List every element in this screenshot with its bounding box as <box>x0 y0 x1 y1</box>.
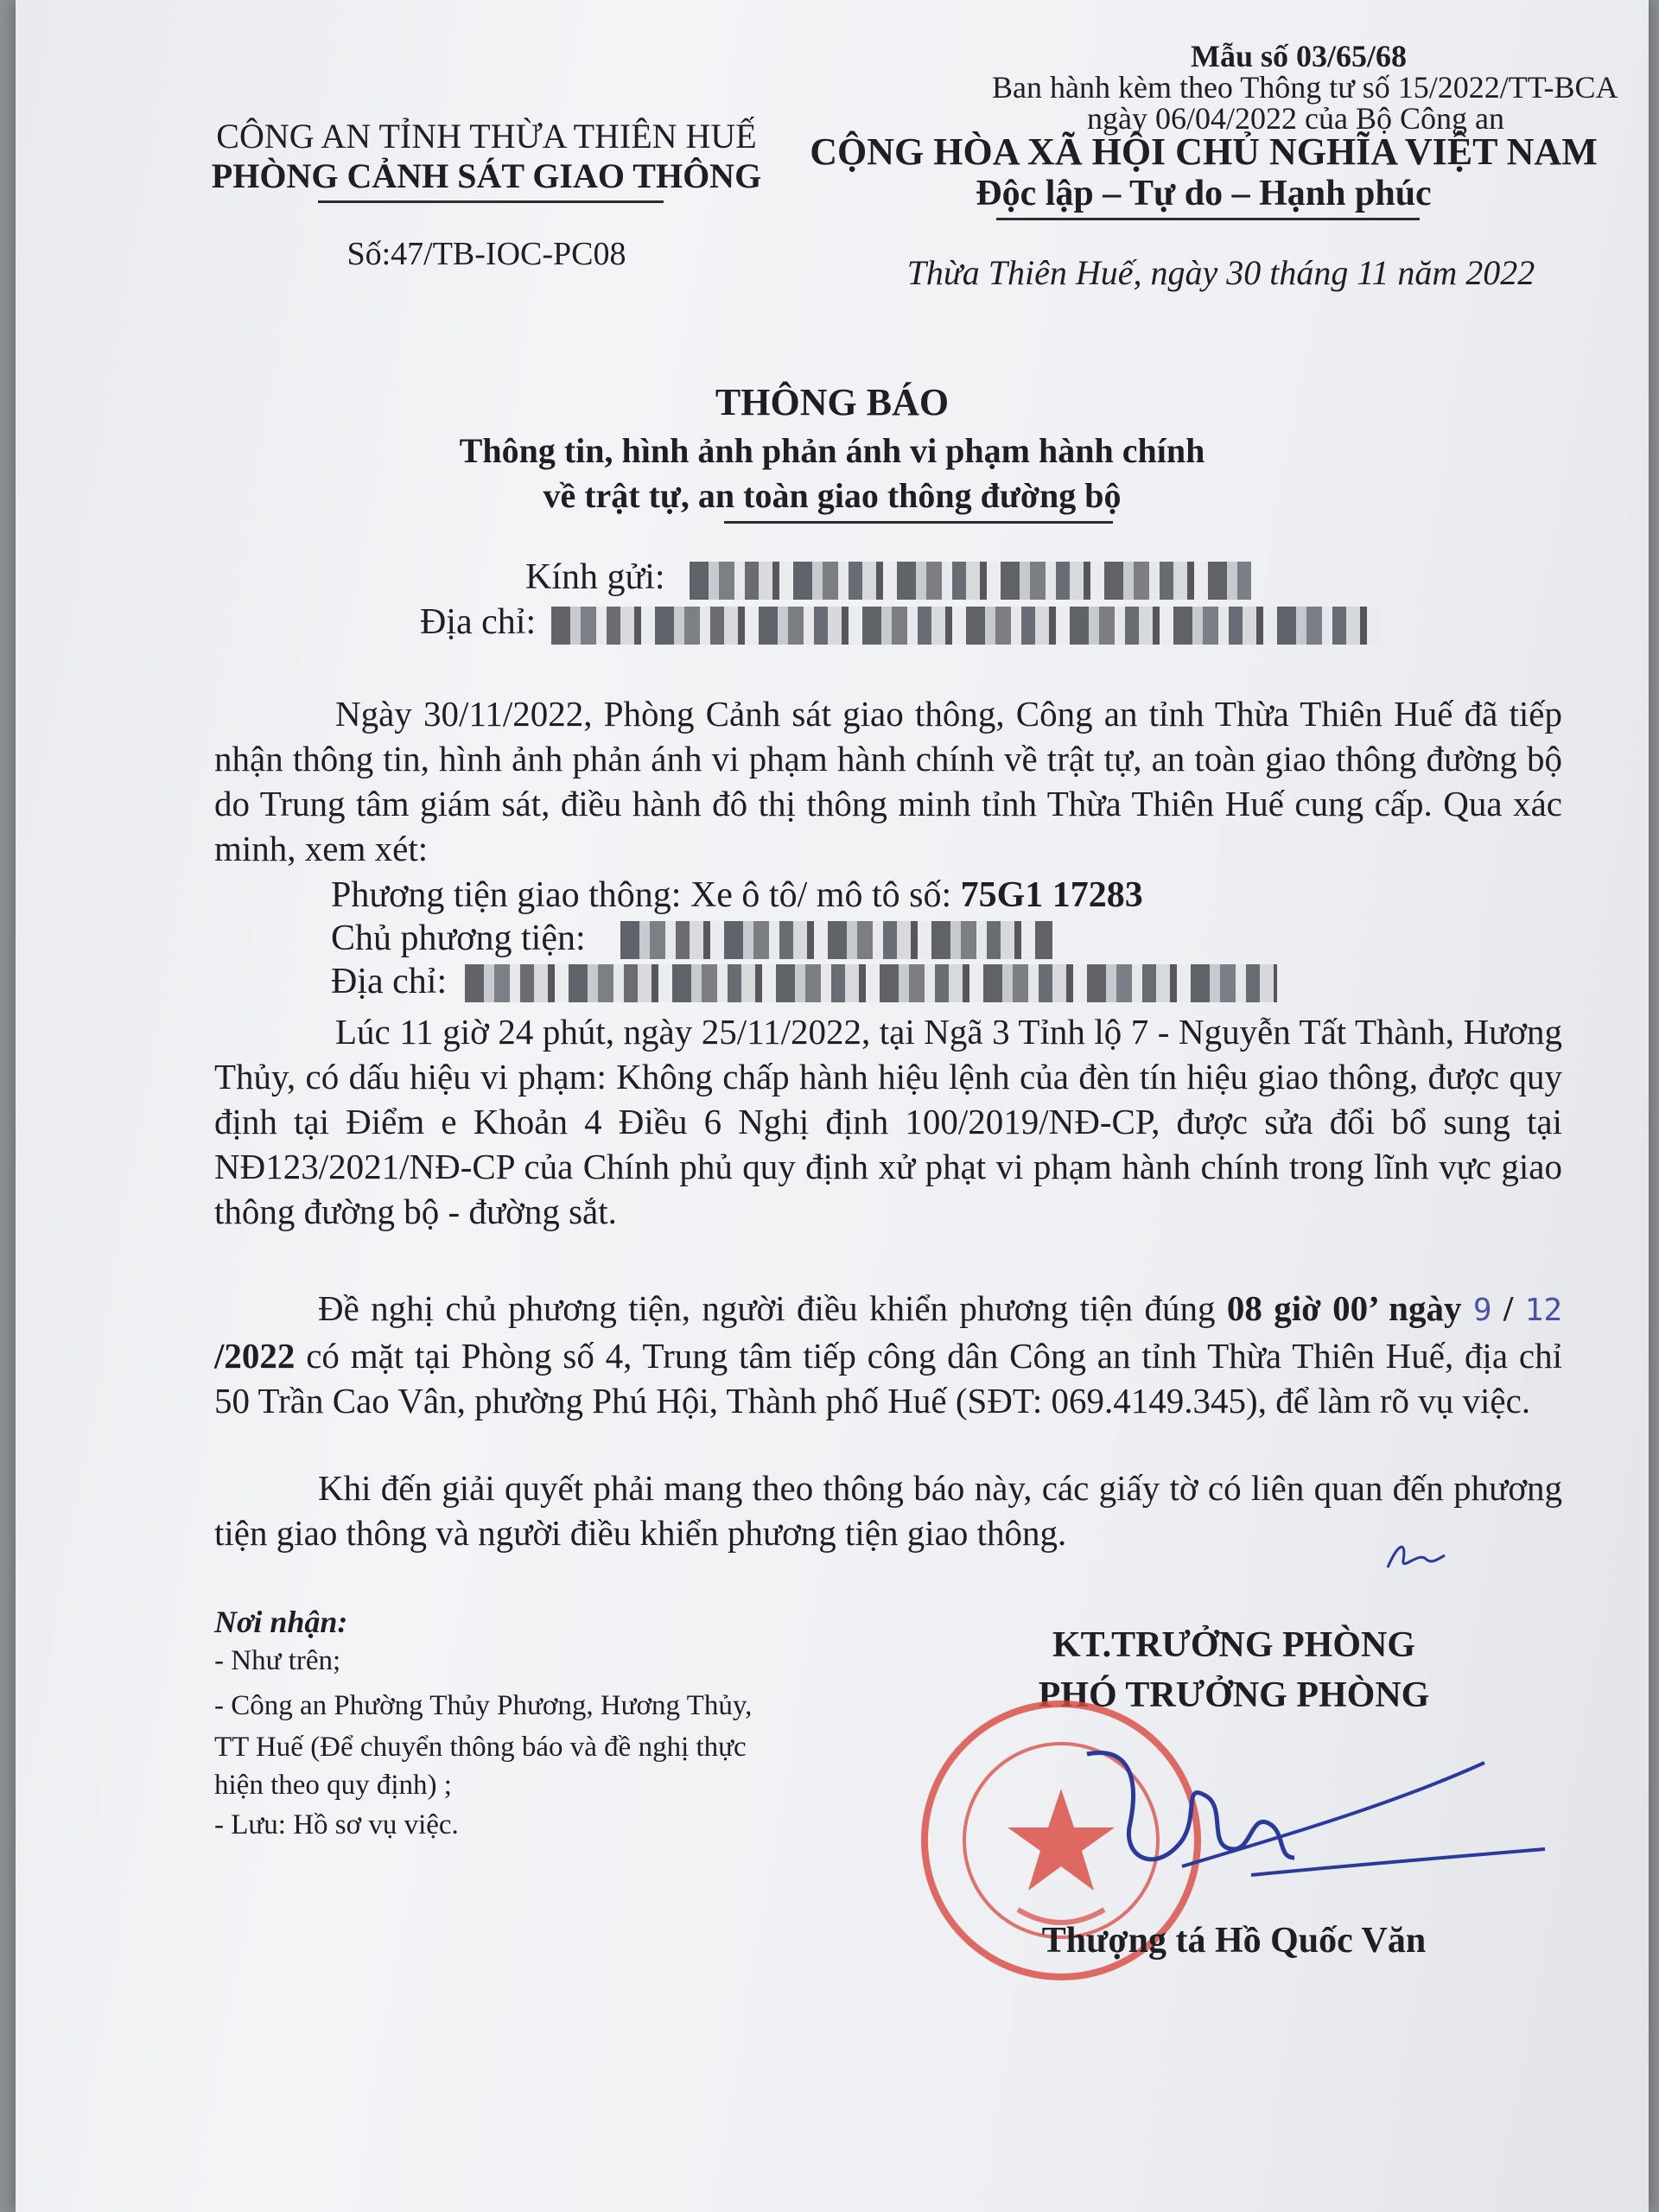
nation-title: CỘNG HÒA XÃ HỘI CHỦ NGHĨA VIỆT NAM <box>810 130 1598 173</box>
title-underline <box>724 521 1113 524</box>
doc-subtitle-2: về trật tự, an toàn giao thông đường bộ <box>543 476 1122 515</box>
signer-role-2: PHÓ TRƯỞNG PHÒNG <box>1038 1675 1430 1715</box>
vehicle-line <box>331 874 1143 916</box>
recipients-line-1: - Như trên; <box>214 1645 341 1676</box>
paragraph-1: Ngày 30/11/2022, Phòng Cảnh sát giao thông, Công an tỉnh Thừa Thiên Huế đã tiếp nhận thông tin, hình ảnh phản ánh vi phạm hành chính về trật tự, an toàn giao thông đường bộ do Trung tâm giám sát, điều hành đô thị thông minh tỉnh Thừa Thiên Huế cung cấp. Qua xác minh, xem xét: <box>214 694 1562 868</box>
form-issued-line1: Ban hành kèm theo Thông tư số 15/2022/TT-BCA <box>992 70 1618 105</box>
paragraph-2: Lúc 11 giờ 24 phút, ngày 25/11/2022, tại Ngã 3 Tỉnh lộ 7 - Nguyễn Tất Thành, Hương Thủy, có dấu hiệu vi phạm: Không chấp hành hiệu lệnh của đèn tín hiệu giao thông, được quy định tại Điểm e Khoản 4 Điều 6 Nghị định 100/2019/NĐ-CP, được sửa đổi bổ sung tại NĐ123/2021/NĐ-CP của Chính phủ quy định xử phạt vi phạm hành chính trong lĩnh vực giao thông đường bộ - đường sắt. <box>214 1012 1562 1231</box>
signer-name: Thượng tá Hồ Quốc Văn <box>1041 1921 1427 1961</box>
initials-mark <box>1381 1535 1450 1578</box>
appointment-time: 08 giờ 00’ ngày <box>1226 1288 1462 1328</box>
redacted-recipient <box>690 562 1251 600</box>
paragraph-3: Đề nghị chủ phương tiện, người điều khiển phương tiện đúng 08 giờ 00’ ngày 9 / 12 /2022 có mặt tại Phòng số 4, Trung tâm tiếp công dân Công an tỉnh Thừa Thiên Huế, địa chỉ 50 Trần Cao Vân, phường Phú Hội, Thành phố Huế (SĐT: 069.4149.345), để làm rõ vụ việc. <box>214 1288 1563 1421</box>
paragraph-4: Khi đến giải quyết phải mang theo thông báo này, các giấy tờ có liên quan đến phương tiện giao thông và người điều khiển phương tiện giao thông. <box>214 1468 1562 1553</box>
appointment-year: /2022 <box>214 1336 296 1376</box>
motto-underline <box>996 218 1420 220</box>
doc-number: Số:47/TB-IOC-PC08 <box>346 236 626 272</box>
appointment-month-handwritten: 12 <box>1524 1293 1563 1328</box>
recipients-line-5: - Lưu: Hồ sơ vụ việc. <box>214 1809 459 1840</box>
recipients-line-2: - Công an Phường Thủy Phương, Hương Thủy, <box>214 1690 753 1721</box>
place-date: Thừa Thiên Huế, ngày 30 tháng 11 năm 2022 <box>906 253 1535 292</box>
redacted-recipient-address <box>551 607 1381 645</box>
recipient-label: Kính gửi: <box>525 557 665 597</box>
paragraph-3-end: có mặt tại Phòng số 4, Trung tâm tiếp công dân Công an tỉnh Thừa Thiên Huế, địa chỉ 50 Trần Cao Vân, phường Phú Hội, Thành phố Huế (SĐT: 069.4149.345), để làm rõ vụ việc. <box>214 1336 1562 1421</box>
doc-subtitle-1: Thông tin, hình ảnh phản ánh vi phạm hành chính <box>459 431 1205 470</box>
signature-icon <box>1078 1728 1562 1918</box>
nation-motto: Độc lập – Tự do – Hạnh phúc <box>976 174 1432 213</box>
recipients-line-4: hiện theo quy định) ; <box>214 1770 452 1801</box>
agency-parent: CÔNG AN TỈNH THỪA THIÊN HUẾ <box>216 117 757 156</box>
doc-title: THÔNG BÁO <box>715 381 950 423</box>
recipients-line-3: TT Huế (Để chuyển thông báo và đề nghị thực <box>214 1732 747 1763</box>
agency-underline <box>318 200 664 203</box>
license-plate: 75G1 17283 <box>960 875 1143 915</box>
recipient-address-label: Địa chỉ: <box>420 602 537 642</box>
document-page <box>16 0 1649 2212</box>
form-number: Mẫu số 03/65/68 <box>1191 39 1408 73</box>
paragraph-3-start: Đề nghị chủ phương tiện, người điều khiển phương tiện đúng <box>318 1288 1227 1328</box>
recipients-title: Nơi nhận: <box>214 1605 348 1639</box>
owner-address-label: Địa chỉ: <box>331 962 448 1001</box>
agency-name: PHÒNG CẢNH SÁT GIAO THÔNG <box>211 156 762 195</box>
vehicle-label: Phương tiện giao thông: Xe ô tô/ mô tô số: <box>331 875 961 915</box>
appointment-day-handwritten: 9 <box>1472 1293 1492 1328</box>
owner-label: Chủ phương tiện: <box>331 918 586 958</box>
redacted-owner-address <box>465 964 1277 1002</box>
redacted-owner <box>620 921 1052 959</box>
signer-role-1: KT.TRƯỞNG PHÒNG <box>1052 1625 1415 1665</box>
form-issued-line2: ngày 06/04/2022 của Bộ Công an <box>1087 101 1504 136</box>
